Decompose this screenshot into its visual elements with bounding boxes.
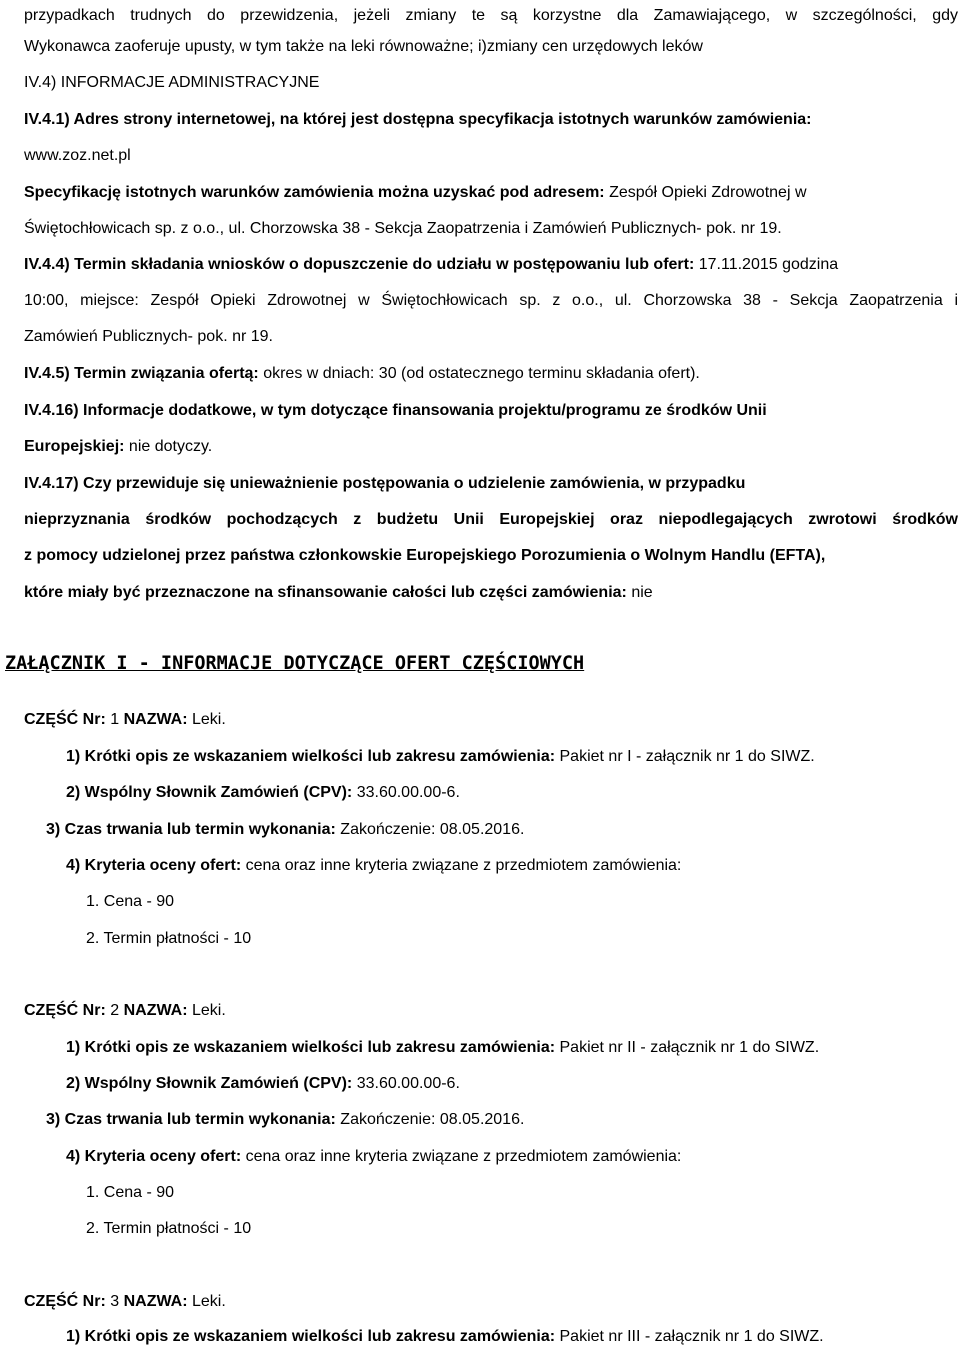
iv416-value: nie dotyczy. [124,438,213,455]
part-name: Leki. [187,1002,226,1019]
iv45-line [24,364,700,384]
cpv-value: 33.60.00.00-6. [352,1075,460,1092]
iv41-label: IV.4.1) Adres strony internetowej, na której jest dostępna specyfikacja istotnych warunków zamówienia: [24,111,812,128]
part-cpv [66,1074,460,1094]
criteria-label: 4) Kryteria oceny ofert: [66,857,242,874]
part-name: Leki. [187,711,226,728]
part-name-label: NAZWA: [123,1002,188,1019]
part-description [66,1327,824,1347]
criteria-value: cena oraz inne kryteria związane z przedmiotem zamówienia: [241,857,682,874]
iv416-line [24,437,212,457]
iv417-value: nie [626,584,653,601]
criteria-label: 4) Kryteria oceny ofert: [66,1148,242,1165]
iv416-label: Europejskiej: [24,438,125,455]
criteria-item: 1. Cena - 90 [86,1184,175,1201]
iv44-label: IV.4.4) Termin składania wniosków o dopuszczenie do udziału w postępowaniu lub ofert: [24,256,695,273]
part-duration [46,1110,524,1130]
part-criteria [66,856,681,876]
iv416-label: IV.4.16) Informacje dodatkowe, w tym dotyczące finansowania projektu/programu ze środków Unii [24,402,767,419]
description-label: 1) Krótki opis ze wskazaniem wielkości lub zakresu zamówienia: [66,1328,556,1345]
part-number-label: CZĘŚĆ Nr: [24,711,106,728]
iv417-line [24,583,653,603]
part-number-label: CZĘŚĆ Nr: [24,1293,106,1310]
criteria-value: cena oraz inne kryteria związane z przedmiotem zamówienia: [241,1148,682,1165]
part-number: 3 [105,1293,124,1310]
part-header [24,1292,226,1312]
part-cpv [66,783,460,803]
description-value: Pakiet nr III - załącznik nr 1 do SIWZ. [555,1328,824,1345]
part-name: Leki. [187,1293,226,1310]
part-description [66,1038,819,1058]
spec-value: Zespół Opieki Zdrowotnej w [604,184,807,201]
duration-value: Zakończenie: 08.05.2016. [335,1111,525,1128]
duration-label: 3) Czas trwania lub termin wykonania: [46,821,336,838]
part-number: 1 [105,711,124,728]
description-label: 1) Krótki opis ze wskazaniem wielkości lub zakresu zamówienia: [66,1039,556,1056]
website-url[interactable]: www.zoz.net.pl [24,147,131,164]
part-description [66,747,815,767]
part-header [24,710,226,730]
description-label: 1) Krótki opis ze wskazaniem wielkości lub zakresu zamówienia: [66,748,556,765]
iv44-line: Zamówień Publicznych- pok. nr 19. [24,328,273,345]
description-value: Pakiet nr I - załącznik nr 1 do SIWZ. [555,748,815,765]
part-criteria [66,1147,681,1167]
iv417-label: z pomocy udzielonej przez państwa członkowskie Europejskiego Porozumienia o Wolnym Handlu (EFTA), [24,547,826,564]
part-number: 2 [105,1002,124,1019]
paragraph-line: Wykonawca zaoferuje upusty, w tym także na leki równoważne; i)zmiany cen urzędowych leków [24,38,703,55]
spec-address-line [24,183,807,203]
paragraph-line: przypadkach trudnych do przewidzenia, jeżeli zmiany te są korzystne dla Zamawiającego, w szczególności, gdy [24,7,958,24]
cpv-value: 33.60.00.00-6. [352,784,460,801]
part-duration [46,820,524,840]
part-header [24,1001,226,1021]
spec-label: Specyfikację istotnych warunków zamówienia można uzyskać pod adresem: [24,184,605,201]
cpv-label: 2) Wspólny Słownik Zamówień (CPV): [66,784,353,801]
part-name-label: NAZWA: [123,1293,188,1310]
criteria-item: 2. Termin płatności - 10 [86,1220,252,1237]
section-heading-iv4: IV.4) INFORMACJE ADMINISTRACYJNE [24,74,320,91]
iv44-value: 17.11.2015 godzina [694,256,839,273]
criteria-item: 1. Cena - 90 [86,893,175,910]
duration-label: 3) Czas trwania lub termin wykonania: [46,1111,336,1128]
description-value: Pakiet nr II - załącznik nr 1 do SIWZ. [555,1039,820,1056]
iv417-label: nieprzyznania środków pochodzących z budżetu Unii Europejskiej oraz niepodlegających zwrotowi środków [24,511,958,528]
cpv-label: 2) Wspólny Słownik Zamówień (CPV): [66,1075,353,1092]
iv417-label: IV.4.17) Czy przewiduje się unieważnienie postępowania o udzielenie zamówienia, w przypadku [24,475,746,492]
iv44-line: 10:00, miejsce: Zespół Opieki Zdrowotnej w Świętochłowicach sp. z o.o., ul. Chorzowska 38 - Sekcja Zaopatrzenia i [24,292,958,309]
attachment-heading: ZAŁĄCZNIK I - INFORMACJE DOTYCZĄCE OFERT CZĘŚCIOWYCH [5,653,585,674]
iv45-value: okres w dniach: 30 (od ostatecznego terminu składania ofert). [258,365,700,382]
part-name-label: NAZWA: [123,711,188,728]
iv417-label: które miały być przeznaczone na sfinansowanie całości lub części zamówienia: [24,584,627,601]
duration-value: Zakończenie: 08.05.2016. [335,821,525,838]
part-number-label: CZĘŚĆ Nr: [24,1002,106,1019]
iv45-label: IV.4.5) Termin związania ofertą: [24,365,259,382]
iv44-line [24,255,838,275]
spec-address-line: Świętochłowicach sp. z o.o., ul. Chorzowska 38 - Sekcja Zaopatrzenia i Zamówień Publicznych- pok. nr 19. [24,220,782,237]
criteria-item: 2. Termin płatności - 10 [86,930,252,947]
